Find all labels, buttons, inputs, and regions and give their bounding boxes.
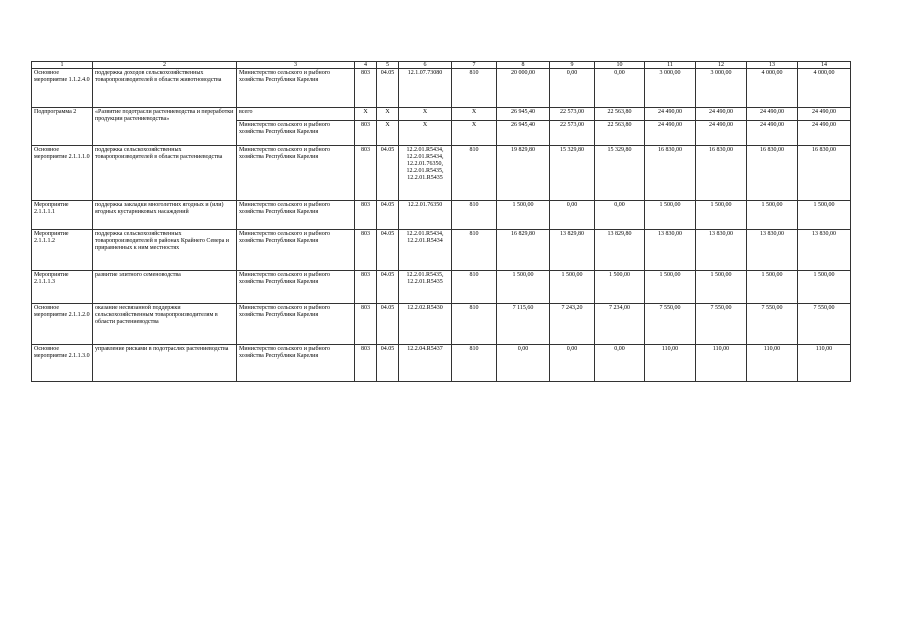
- value-cell: 1 500,00: [798, 201, 851, 230]
- csr-cell: 12.2.01.R5434, 12.2.01.R5434: [399, 230, 452, 271]
- rzpr-cell: 04.05: [377, 230, 399, 271]
- vr-cell: 810: [452, 69, 497, 108]
- value-cell: 0,00: [595, 345, 645, 382]
- rzpr-cell: 04.05: [377, 345, 399, 382]
- row-title: Подпрограмма 2: [32, 108, 93, 146]
- grbs-cell: X: [355, 108, 377, 121]
- row-title: Мероприятие 2.1.1.1.1: [32, 201, 93, 230]
- header-cell: 8: [497, 62, 550, 69]
- row-title: Мероприятие 2.1.1.1.2: [32, 230, 93, 271]
- grbs-cell: 803: [355, 121, 377, 146]
- table-row: [32, 146, 851, 201]
- vr-cell: 810: [452, 345, 497, 382]
- row-description: развитие элитного семеноводства: [93, 271, 237, 304]
- value-cell: 7 550,00: [747, 304, 798, 345]
- row-executor: Министерство сельского и рыбного хозяйства Республики Карелия: [237, 304, 355, 345]
- value-cell: 13 830,00: [696, 230, 747, 271]
- value-cell: 1 500,00: [645, 201, 696, 230]
- vr-cell: 810: [452, 146, 497, 201]
- value-cell: 110,00: [645, 345, 696, 382]
- csr-cell: 12.1.07.73080: [399, 69, 452, 108]
- row-executor: Министерство сельского и рыбного хозяйства Республики Карелия: [237, 230, 355, 271]
- rzpr-cell: 04.05: [377, 304, 399, 345]
- value-cell: 0,00: [550, 201, 595, 230]
- header-cell: 9: [550, 62, 595, 69]
- csr-cell: 12.2.01.R5435, 12.2.01.R5435: [399, 271, 452, 304]
- table-row: [32, 201, 851, 230]
- budget-table: [31, 61, 851, 382]
- rzpr-cell: 04.05: [377, 201, 399, 230]
- row-description: поддержка сельскохозяйственных товаропроизводителей в районах Крайнего Севера и приравненных к ним местностях: [93, 230, 237, 271]
- value-cell: 4 000,00: [747, 69, 798, 108]
- grbs-cell: 803: [355, 304, 377, 345]
- table-row: [32, 271, 851, 304]
- value-cell: 110,00: [798, 345, 851, 382]
- table-row: [32, 345, 851, 382]
- value-cell: 0,00: [550, 69, 595, 108]
- row-title: Основное мероприятие 1.1.2.4.0: [32, 69, 93, 108]
- table-row: [32, 108, 851, 121]
- value-cell: 16 830,00: [798, 146, 851, 201]
- value-cell: 4 000,00: [798, 69, 851, 108]
- row-title: Основное мероприятие 2.1.1.2.0: [32, 304, 93, 345]
- row-executor: Министерство сельского и рыбного хозяйства Республики Карелия: [237, 271, 355, 304]
- value-cell: 0,00: [550, 345, 595, 382]
- grbs-cell: 803: [355, 201, 377, 230]
- header-cell: 6: [399, 62, 452, 69]
- row-executor: Министерство сельского и рыбного хозяйства Республики Карелия: [237, 121, 355, 146]
- value-cell: 1 500,00: [595, 271, 645, 304]
- header-cell: 4: [355, 62, 377, 69]
- grbs-cell: 803: [355, 271, 377, 304]
- value-cell: 22 563,80: [595, 108, 645, 121]
- vr-cell: X: [452, 108, 497, 121]
- value-cell: 16 829,80: [497, 230, 550, 271]
- value-cell: 0,00: [595, 69, 645, 108]
- grbs-cell: 803: [355, 230, 377, 271]
- row-executor: всего: [237, 108, 355, 121]
- header-row: [32, 62, 851, 69]
- csr-cell: 12.2.04.R5437: [399, 345, 452, 382]
- value-cell: 13 830,00: [645, 230, 696, 271]
- csr-cell: 12.2.02.R5430: [399, 304, 452, 345]
- csr-cell: X: [399, 121, 452, 146]
- value-cell: 1 500,00: [497, 201, 550, 230]
- value-cell: 15 329,80: [550, 146, 595, 201]
- table-row: [32, 230, 851, 271]
- value-cell: 110,00: [747, 345, 798, 382]
- value-cell: 13 830,00: [798, 230, 851, 271]
- row-description: поддержка сельскохозяйственных товаропроизводителей в области растениеводства: [93, 146, 237, 201]
- header-cell: 14: [798, 62, 851, 69]
- value-cell: 24 490,00: [747, 121, 798, 146]
- value-cell: 1 500,00: [645, 271, 696, 304]
- header-cell: 11: [645, 62, 696, 69]
- value-cell: 1 500,00: [747, 201, 798, 230]
- value-cell: 13 829,80: [595, 230, 645, 271]
- value-cell: 7 115,60: [497, 304, 550, 345]
- row-executor: Министерство сельского и рыбного хозяйства Республики Карелия: [237, 146, 355, 201]
- rzpr-cell: X: [377, 108, 399, 121]
- value-cell: 7 234,00: [595, 304, 645, 345]
- table-row: [32, 304, 851, 345]
- row-description: управление рисками в подотраслях растениеводства: [93, 345, 237, 382]
- value-cell: 24 490,00: [798, 108, 851, 121]
- value-cell: 22 573,00: [550, 108, 595, 121]
- value-cell: 16 830,00: [696, 146, 747, 201]
- header-cell: 3: [237, 62, 355, 69]
- row-executor: Министерство сельского и рыбного хозяйства Республики Карелия: [237, 201, 355, 230]
- csr-cell: 12.2.01.R5434, 12.2.01.R5434, 12.2.01.76350, 12.2.01.R5435, 12.2.01.R5435: [399, 146, 452, 201]
- value-cell: 15 329,80: [595, 146, 645, 201]
- value-cell: 7 243,20: [550, 304, 595, 345]
- value-cell: 1 500,00: [798, 271, 851, 304]
- value-cell: 1 500,00: [747, 271, 798, 304]
- header-cell: 5: [377, 62, 399, 69]
- document-page: [31, 61, 851, 382]
- header-cell: 10: [595, 62, 645, 69]
- value-cell: 7 550,00: [645, 304, 696, 345]
- value-cell: 1 500,00: [696, 201, 747, 230]
- grbs-cell: 803: [355, 69, 377, 108]
- value-cell: 22 563,80: [595, 121, 645, 146]
- value-cell: 7 550,00: [798, 304, 851, 345]
- value-cell: 13 830,00: [747, 230, 798, 271]
- grbs-cell: 803: [355, 146, 377, 201]
- value-cell: 1 500,00: [696, 271, 747, 304]
- row-description: «Развитие подотрасли растениеводства и переработки продукции растениеводства»: [93, 108, 237, 146]
- csr-cell: X: [399, 108, 452, 121]
- vr-cell: X: [452, 121, 497, 146]
- header-cell: 1: [32, 62, 93, 69]
- vr-cell: 810: [452, 230, 497, 271]
- value-cell: 0,00: [595, 201, 645, 230]
- rzpr-cell: 04.05: [377, 271, 399, 304]
- value-cell: 1 500,00: [497, 271, 550, 304]
- value-cell: 26 945,40: [497, 121, 550, 146]
- row-title: Мероприятие 2.1.1.1.3: [32, 271, 93, 304]
- row-title: Основное мероприятие 2.1.1.3.0: [32, 345, 93, 382]
- vr-cell: 810: [452, 304, 497, 345]
- value-cell: 3 000,00: [645, 69, 696, 108]
- value-cell: 24 490,00: [696, 121, 747, 146]
- header-cell: 2: [93, 62, 237, 69]
- value-cell: 24 490,00: [645, 121, 696, 146]
- value-cell: 22 573,00: [550, 121, 595, 146]
- vr-cell: 810: [452, 271, 497, 304]
- csr-cell: 12.2.01.76350: [399, 201, 452, 230]
- row-description: оказание несвязанной поддержки сельскохозяйственным товаропроизводителям в области растениеводства: [93, 304, 237, 345]
- grbs-cell: 803: [355, 345, 377, 382]
- rzpr-cell: 04.05: [377, 146, 399, 201]
- row-title: Основное мероприятие 2.1.1.1.0: [32, 146, 93, 201]
- value-cell: 110,00: [696, 345, 747, 382]
- value-cell: 16 830,00: [747, 146, 798, 201]
- row-executor: Министерство сельского и рыбного хозяйства Республики Карелия: [237, 69, 355, 108]
- value-cell: 0,00: [497, 345, 550, 382]
- rzpr-cell: X: [377, 121, 399, 146]
- value-cell: 16 830,00: [645, 146, 696, 201]
- value-cell: 7 550,00: [696, 304, 747, 345]
- row-description: поддержка доходов сельскохозяйственных товаропроизводителей в области животноводства: [93, 69, 237, 108]
- row-executor: Министерство сельского и рыбного хозяйства Республики Карелия: [237, 345, 355, 382]
- row-description: поддержка закладки многолетних ягодных и (или) ягодных кустарниковых насаждений: [93, 201, 237, 230]
- table-row: [32, 69, 851, 108]
- value-cell: 1 500,00: [550, 271, 595, 304]
- value-cell: 24 490,00: [645, 108, 696, 121]
- header-cell: 7: [452, 62, 497, 69]
- value-cell: 13 829,80: [550, 230, 595, 271]
- value-cell: 24 490,00: [798, 121, 851, 146]
- value-cell: 20 000,00: [497, 69, 550, 108]
- value-cell: 19 829,80: [497, 146, 550, 201]
- value-cell: 26 945,40: [497, 108, 550, 121]
- header-cell: 13: [747, 62, 798, 69]
- rzpr-cell: 04.05: [377, 69, 399, 108]
- vr-cell: 810: [452, 201, 497, 230]
- value-cell: 24 490,00: [747, 108, 798, 121]
- value-cell: 3 000,00: [696, 69, 747, 108]
- value-cell: 24 490,00: [696, 108, 747, 121]
- header-cell: 12: [696, 62, 747, 69]
